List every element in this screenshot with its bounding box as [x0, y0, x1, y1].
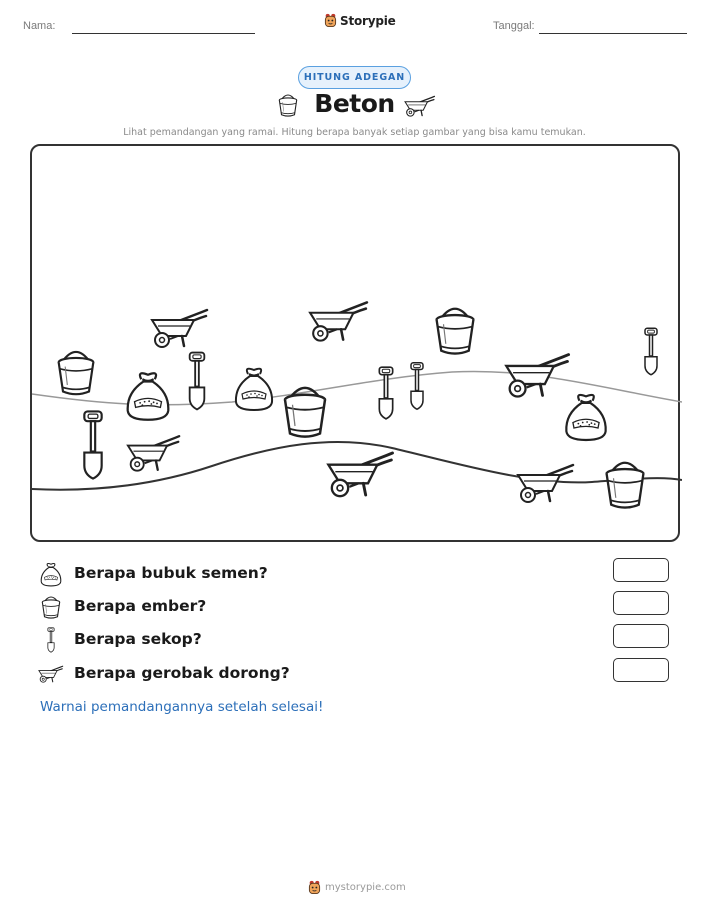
- wheelbarrow-icon: [310, 302, 367, 340]
- question-text: Berapa ember?: [74, 597, 207, 615]
- shovel-icon: [84, 411, 101, 478]
- shovel-icon: [190, 353, 205, 410]
- cement-bag-icon: [38, 561, 64, 587]
- question-wheelbarrow: [38, 661, 678, 687]
- shovel-icon: [645, 328, 657, 375]
- bucket-icon: [59, 352, 94, 394]
- storypie-icon: [308, 880, 321, 895]
- wheelbarrow-icon: [518, 465, 573, 502]
- bucket-icon: [437, 309, 474, 354]
- answer-box-shovel[interactable]: [613, 624, 669, 648]
- question-text: Berapa sekop?: [74, 630, 202, 648]
- instruction-text: Lihat pemandangan yang ramai. Hitung berapa banyak setiap gambar yang bisa kamu temukan.: [123, 127, 586, 138]
- answer-box-cement[interactable]: [613, 558, 669, 582]
- wheelbarrow-icon: [328, 453, 392, 496]
- answer-box-bucket[interactable]: [613, 591, 669, 615]
- bucket-icon: [38, 594, 64, 620]
- question-text: Berapa bubuk semen?: [74, 564, 268, 582]
- cement-bag-icon: [236, 369, 272, 410]
- date-field[interactable]: [539, 33, 687, 34]
- shovel-icon: [411, 363, 423, 410]
- shovel-icon: [38, 627, 64, 653]
- date-label: Tanggal:: [493, 20, 535, 32]
- brand-logo: [324, 13, 396, 28]
- question-shovel: [38, 627, 678, 653]
- activity-badge: HITUNG ADEGAN: [298, 66, 411, 89]
- bucket-icon: [285, 388, 325, 437]
- bucket-icon: [607, 463, 644, 508]
- cement-bag-icon: [128, 373, 169, 420]
- footer-site: mystorypie.com: [325, 882, 406, 893]
- answer-box-wheelbarrow[interactable]: [613, 658, 669, 682]
- question-cement: [38, 561, 678, 587]
- name-field[interactable]: [72, 33, 255, 34]
- coloring-note: Warnai pemandangannya setelah selesai!: [40, 699, 324, 715]
- wheelbarrow-icon: [506, 355, 568, 397]
- question-bucket: [38, 594, 678, 620]
- wheelbarrow-icon: [128, 436, 179, 471]
- wheelbarrow-icon: [38, 661, 64, 687]
- brand-name: Storypie: [340, 13, 396, 28]
- storypie-icon: [324, 13, 337, 28]
- name-label: Nama:: [23, 20, 56, 32]
- wheelbarrow-icon: [152, 310, 207, 347]
- shovel-icon: [379, 367, 392, 419]
- cement-bag-icon: [566, 395, 605, 440]
- wheelbarrow-icon: [404, 94, 436, 118]
- footer: [308, 880, 406, 895]
- page-title: Beton: [314, 89, 395, 118]
- question-text: Berapa gerobak dorong?: [74, 664, 290, 682]
- counting-scene: [30, 144, 680, 542]
